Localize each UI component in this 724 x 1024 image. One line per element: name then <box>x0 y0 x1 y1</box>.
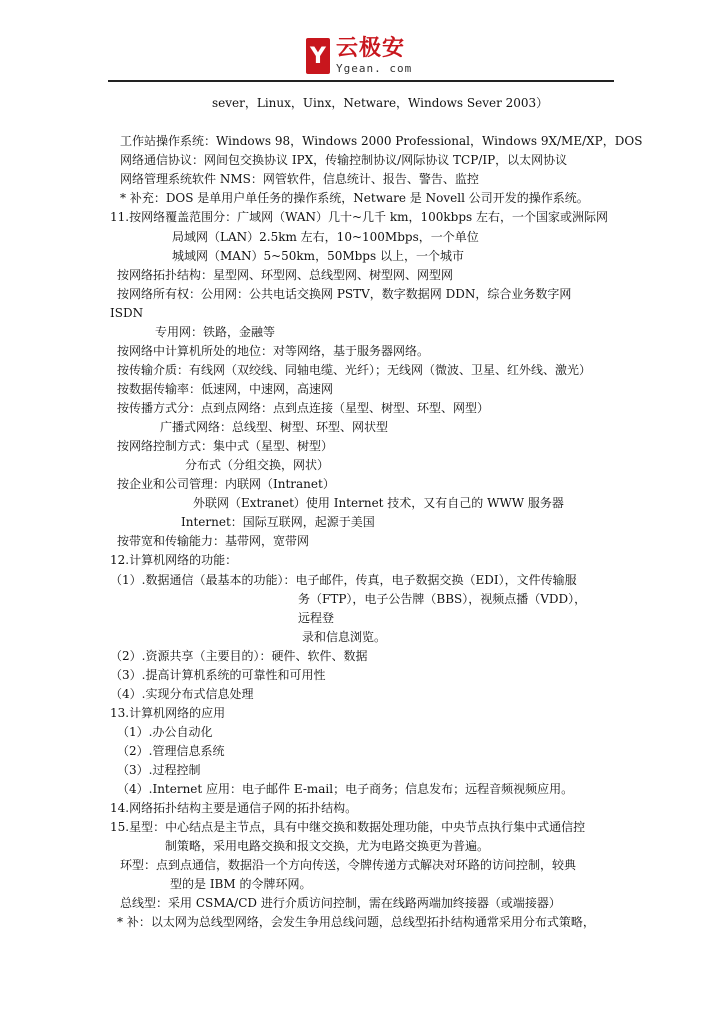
doc-line: Internet：国际互联网，起源于美国 <box>181 515 375 529</box>
header-logo <box>306 38 412 74</box>
doc-line: 制策略，采用电路交换和报文交换，尤为电路交换更为普遍。 <box>165 839 490 853</box>
doc-line: 型的是 IBM 的令牌环网。 <box>170 877 312 891</box>
doc-line: （2）.管理信息系统 <box>117 744 225 758</box>
doc-line: * 补：以太网为总线型网络，会发生争用总线问题，总线型拓扑结构通常采用分布式策略， <box>117 915 595 929</box>
doc-line: 城域网（MAN）5~50km，50Mbps 以上，一个城市 <box>172 249 464 263</box>
doc-line: sever，Linux，Uinx，Netware，Windows Sever 2003） <box>212 96 549 110</box>
doc-line: 15.星型：中心结点是主节点，具有中继交换和数据处理功能，中央节点执行集中式通信控 <box>110 820 586 834</box>
doc-line: 工作站操作系统：Windows 98，Windows 2000 Professional，Windows 9X/ME/XP，DOS <box>120 134 643 148</box>
doc-line: 分布式（分组交换，网状） <box>185 458 330 472</box>
doc-line: 网络通信协议：网间包交换协议 IPX，传输控制协议/网际协议 TCP/IP，以太网协议 <box>120 153 568 167</box>
doc-line: 录和信息浏览。 <box>302 630 387 644</box>
doc-line: 按网络中计算机所处的地位：对等网络，基于服务器网络。 <box>117 344 430 358</box>
doc-line: 按企业和公司管理：内联网（Intranet） <box>117 477 335 491</box>
doc-line: 总线型：采用 CSMA/CD 进行介质访问控制，需在线路两端加终接器（或端接器） <box>120 896 561 910</box>
doc-line: （3）.过程控制 <box>117 763 201 777</box>
doc-line: 12.计算机网络的功能： <box>110 553 238 567</box>
doc-line: 按传输介质：有线网（双绞线、同轴电缆、光纤）；无线网（微波、卫星、红外线、激光） <box>117 363 592 377</box>
doc-line: 专用网：铁路，金融等 <box>155 325 276 339</box>
doc-line: 11.按网络覆盖范围分：广域网（WAN）几十~几千 km，100kbps 左右，一个国家或洲际网 <box>110 210 609 224</box>
doc-line: 按网络控制方式：集中式（星型、树型） <box>117 439 334 453</box>
logo-text-cn: 云极安 <box>336 36 406 61</box>
doc-line: （2）.资源共享（主要目的）：硬件、软件、数据 <box>110 649 368 663</box>
doc-line: （1）.办公自动化 <box>117 725 213 739</box>
doc-line: 13.计算机网络的应用 <box>110 706 226 720</box>
doc-line: 14.网络拓扑结构主要是通信子网的拓扑结构。 <box>110 801 358 815</box>
doc-line: 按网络拓扑结构：星型网、环型网、总线型网、树型网、网型网 <box>117 268 454 282</box>
logo-icon: Y <box>306 38 330 74</box>
doc-line: 环型：点到点通信，数据沿一个方向传送，令牌传递方式解决对环路的访问控制，较典 <box>120 858 577 872</box>
doc-line: （4）.Internet 应用：电子邮件 E-mail；电子商务；信息发布；远程音频视频应用。 <box>117 782 574 796</box>
logo-text-en: Ygean. com <box>336 62 413 75</box>
doc-line: 按数据传输率：低速网，中速网，高速网 <box>117 382 334 396</box>
doc-line: 远程登 <box>298 611 335 625</box>
doc-line: 广播式网络：总线型、树型、环型、网状型 <box>160 420 389 434</box>
doc-line: 按带宽和传输能力：基带网，宽带网 <box>117 534 310 548</box>
doc-line: 外联网（Extranet）使用 Internet 技术，又有自己的 WWW 服务器 <box>193 496 564 510</box>
doc-line: 局域网（LAN）2.5km 左右，10~100Mbps，一个单位 <box>172 230 479 244</box>
doc-line: 按传播方式分：点到点网络：点到点连接（星型、树型、环型、网型） <box>117 401 490 415</box>
doc-line: ISDN <box>110 306 144 320</box>
doc-line: （3）.提高计算机系统的可靠性和可用性 <box>110 668 326 682</box>
header-divider <box>108 80 614 82</box>
doc-line: 网络管理系统软件 NMS：网管软件，信息统计、报告、警告、监控 <box>120 172 479 186</box>
doc-line: 按网络所有权：公用网：公共电话交换网 PSTV，数字数据网 DDN，综合业务数字网 <box>117 287 572 301</box>
doc-line: （4）.实现分布式信息处理 <box>110 687 254 701</box>
doc-line: （1）.数据通信（最基本的功能）：电子邮件，传真，电子数据交换（EDI），文件传输服 <box>110 573 577 587</box>
doc-line: * 补充：DOS 是单用户单任务的操作系统，Netware 是 Novell 公司开发的操作系统。 <box>120 191 589 205</box>
logo-text <box>336 38 412 74</box>
doc-line: 务（FTP），电子公告牌（BBS），视频点播（VDD）， <box>298 592 587 606</box>
